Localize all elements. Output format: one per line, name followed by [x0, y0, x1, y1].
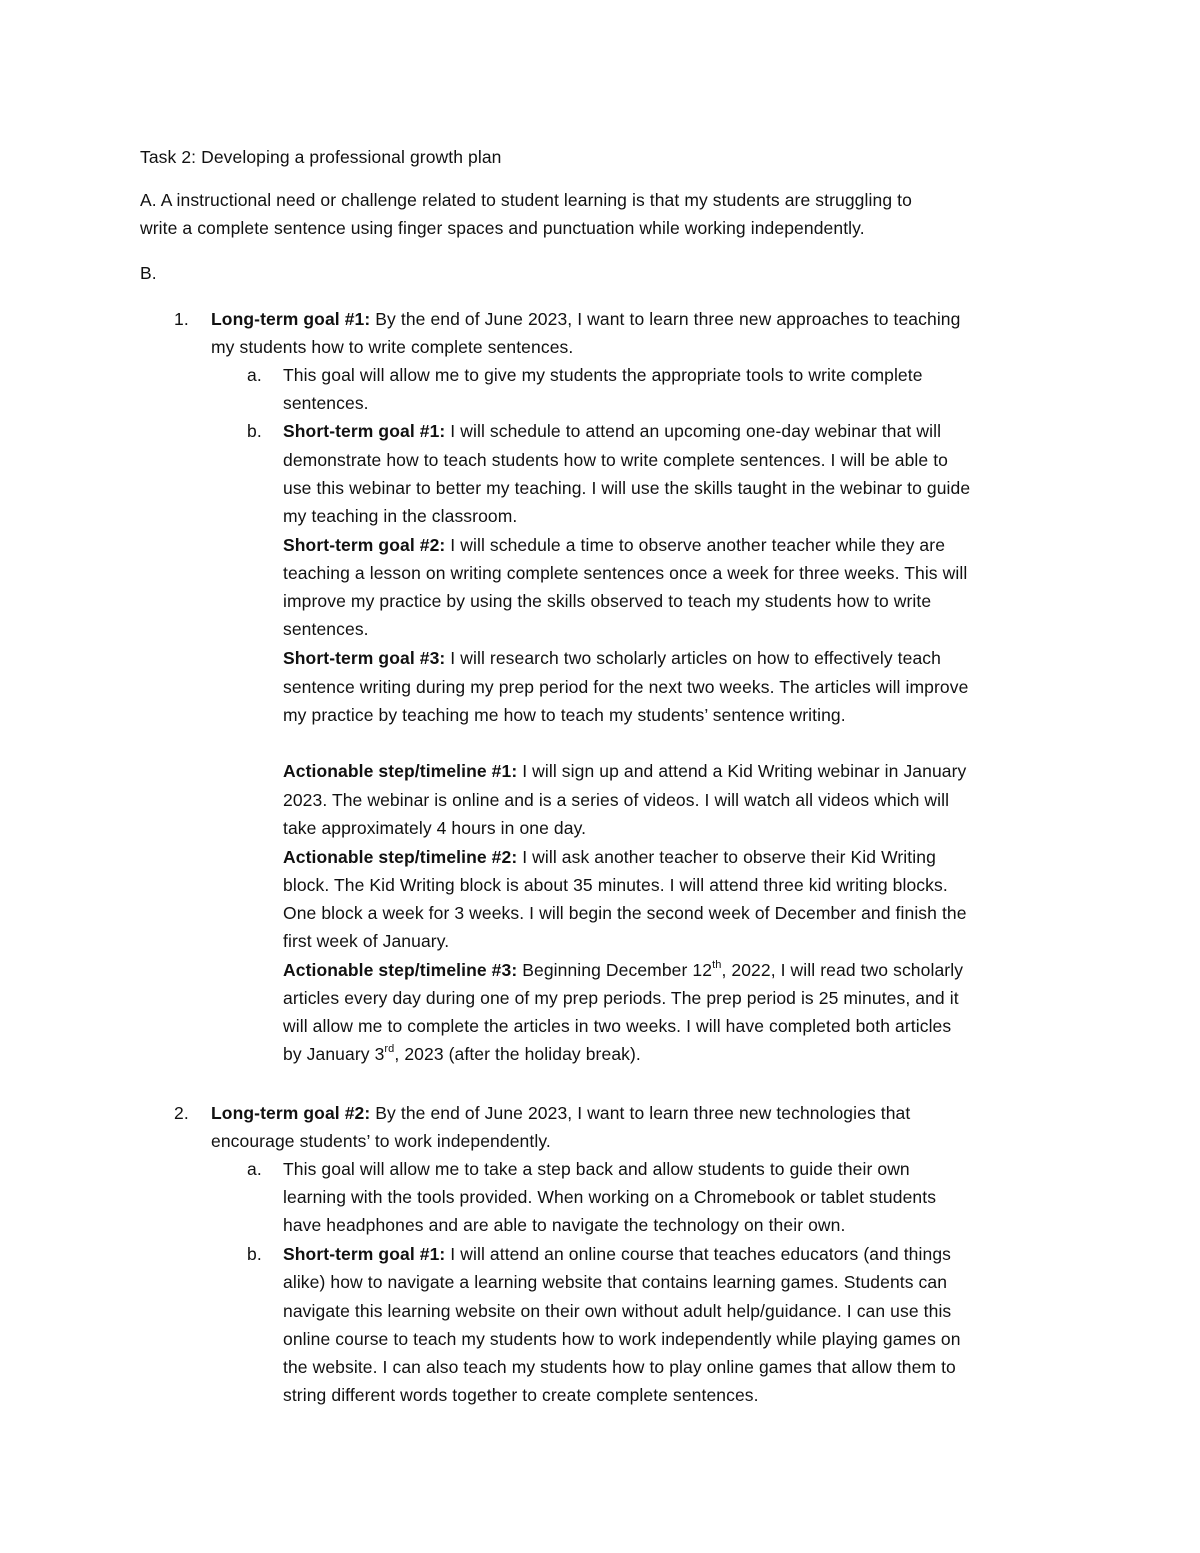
goal-1-action-1-label: Actionable step/timeline #1:: [283, 761, 518, 781]
goal-1-action-3-line-2: articles every day during one of my prep periods. The prep period is 25 minutes, and it: [283, 988, 959, 1008]
goal-1-a-line-1: This goal will allow me to give my students the appropriate tools to write complete: [283, 365, 923, 385]
goal-2-short-term-1-line-1: [283, 1243, 951, 1265]
goal-1-action-3-line-1: [283, 959, 963, 981]
goal-1-action-3-text-b: , 2022, I will read two scholarly: [721, 960, 964, 980]
goal-1-short-term-2-line-4: sentences.: [283, 619, 369, 639]
goal-1-action-3-text-d: , 2023 (after the holiday break).: [394, 1044, 641, 1064]
goal-1-long-term-label: Long-term goal #1:: [211, 309, 371, 329]
section-a-line-1: A. A instructional need or challenge related to student learning is that my students are struggling to: [140, 190, 912, 210]
goal-2-b-marker: b.: [247, 1244, 262, 1264]
goal-1-short-term-2-line-3: improve my practice by using the skills observed to teach my students how to write: [283, 591, 932, 611]
section-b-label: B.: [140, 263, 157, 283]
goal-1-short-term-1-line-4: my teaching in the classroom.: [283, 506, 518, 526]
goal-2-a-line-3: have headphones and are able to navigate the technology on their own.: [283, 1215, 846, 1235]
goal-1-action-3-line-3: will allow me to complete the articles in two weeks. I will have completed both articles: [283, 1016, 952, 1036]
goal-2-a-line-2: learning with the tools provided. When working on a Chromebook or tablet students: [283, 1187, 937, 1207]
goal-1-action-3-text-c: by January 3: [283, 1044, 385, 1064]
document-title: Task 2: Developing a professional growth plan: [140, 147, 502, 167]
goal-1-a-marker: a.: [247, 365, 262, 385]
goal-1-action-1-line-3: take approximately 4 hours in one day.: [283, 818, 587, 838]
goal-2-number: 2.: [174, 1103, 189, 1123]
goal-2-short-term-1-text: I will attend an online course that teaches educators (and things: [445, 1244, 952, 1264]
ordinal-superscript: rd: [384, 1043, 395, 1056]
goal-2-short-term-1-line-2: alike) how to navigate a learning website that contains learning games. Students can: [283, 1272, 948, 1292]
goal-2-long-term-label: Long-term goal #2:: [211, 1103, 371, 1123]
goal-1-short-term-3-line-2: sentence writing during my prep period for the next two weeks. The articles will improve: [283, 677, 969, 697]
goal-1-action-2-line-3: One block a week for 3 weeks. I will begin the second week of December and finish the: [283, 903, 967, 923]
goal-2-long-term-line-2: encourage students’ to work independently.: [211, 1131, 551, 1151]
goal-2-short-term-1-label: Short-term goal #1:: [283, 1244, 446, 1264]
goal-1-long-term-text: By the end of June 2023, I want to learn three new approaches to teaching: [370, 309, 961, 329]
goal-1-action-2-line-4: first week of January.: [283, 931, 450, 951]
goal-1-short-term-1-label: Short-term goal #1:: [283, 421, 446, 441]
goal-1-short-term-1-line-1: [283, 420, 941, 442]
goal-1-short-term-3-line-3: my practice by teaching me how to teach my students’ sentence writing.: [283, 705, 846, 725]
goal-1-long-term-line-1: [211, 308, 960, 330]
goal-2-short-term-1-line-3: navigate this learning website on their own without adult help/guidance. I can use this: [283, 1301, 952, 1321]
goal-1-action-2-label: Actionable step/timeline #2:: [283, 847, 518, 867]
goal-1-action-3-line-4: [283, 1043, 641, 1065]
goal-1-short-term-3-label: Short-term goal #3:: [283, 648, 446, 668]
goal-1-action-3-label: Actionable step/timeline #3:: [283, 960, 518, 980]
goal-1-short-term-1-line-2: demonstrate how to teach students how to write complete sentences. I will be able to: [283, 450, 949, 470]
goal-1-action-1-line-2: 2023. The webinar is online and is a series of videos. I will watch all videos which will: [283, 790, 950, 810]
goal-2-short-term-1-line-4: online course to teach my students how to work independently while playing games on: [283, 1329, 961, 1349]
goal-1-short-term-1-text: I will schedule to attend an upcoming one-day webinar that will: [445, 421, 942, 441]
goal-1-short-term-2-line-2: teaching a lesson on writing complete sentences once a week for three weeks. This will: [283, 563, 968, 583]
goal-1-long-term-line-2: my students how to write complete sentences.: [211, 337, 574, 357]
goal-1-action-2-line-1: [283, 846, 936, 868]
goal-1-action-2-text: I will ask another teacher to observe their Kid Writing: [517, 847, 936, 867]
goal-1-short-term-2-text: I will schedule a time to observe another teacher while they are: [445, 535, 946, 555]
goal-1-short-term-3-line-1: [283, 647, 941, 669]
goal-2-short-term-1-line-5: the website. I can also teach my students how to play online games that allow them to: [283, 1357, 956, 1377]
section-a-line-2: write a complete sentence using finger spaces and punctuation while working independently.: [140, 218, 865, 238]
goal-1-action-1-line-1: [283, 760, 966, 782]
goal-2-long-term-text: By the end of June 2023, I want to learn three new technologies that: [370, 1103, 911, 1123]
goal-1-b-marker: b.: [247, 421, 262, 441]
goal-1-short-term-3-text: I will research two scholarly articles on how to effectively teach: [445, 648, 941, 668]
goal-1-action-2-line-2: block. The Kid Writing block is about 35 minutes. I will attend three kid writing blocks.: [283, 875, 948, 895]
goal-1-short-term-1-line-3: use this webinar to better my teaching. I will use the skills taught in the webinar to guide: [283, 478, 971, 498]
goal-1-number: 1.: [174, 309, 189, 329]
ordinal-superscript: th: [712, 959, 722, 972]
goal-1-short-term-2-label: Short-term goal #2:: [283, 535, 446, 555]
goal-2-long-term-line-1: [211, 1102, 910, 1124]
goal-2-a-line-1: This goal will allow me to take a step back and allow students to guide their own: [283, 1159, 910, 1179]
goal-1-a-line-2: sentences.: [283, 393, 369, 413]
goal-2-a-marker: a.: [247, 1159, 262, 1179]
goal-1-short-term-2-line-1: [283, 534, 945, 556]
goal-2-short-term-1-line-6: string different words together to create complete sentences.: [283, 1385, 759, 1405]
goal-1-action-3-text-a: Beginning December 12: [517, 960, 713, 980]
goal-1-action-1-text: I will sign up and attend a Kid Writing webinar in January: [517, 761, 967, 781]
